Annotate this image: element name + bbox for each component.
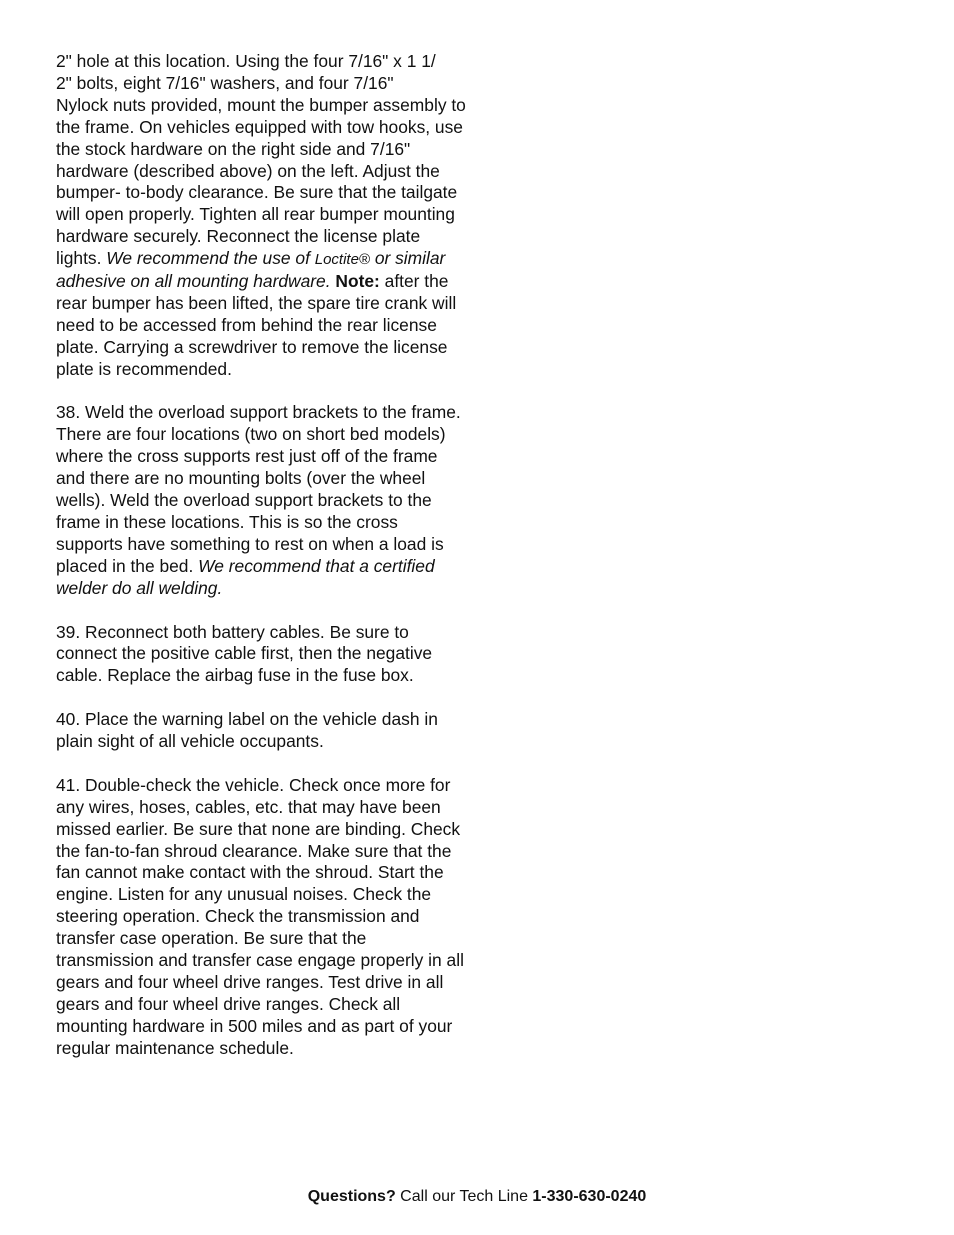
step-37-text-line2: 2" bolts, eight 7/16" washers, and four 7/16" bbox=[56, 72, 394, 93]
note-text: after the rear bumper has been lifted, the spare tire crank will need to be accessed from behind the rear license plate. Carrying a screwdriver to remove the license plate is recommended. bbox=[56, 271, 457, 379]
step-40 bbox=[56, 709, 466, 753]
note-label: Note: bbox=[335, 271, 380, 292]
step-38-text: 38. Weld the overload support brackets to the frame. There are four locations (two on short bed models) where the cross supports rest just off of the frame and there are no mounting bolts (over the wheel wells). Weld the overload support brackets to the frame in these locations. This is so the cross supports have something to rest on when a load is placed in the bed. bbox=[56, 402, 461, 576]
step-37-continued bbox=[56, 51, 466, 381]
step-37-text-main: Nylock nuts provided, mount the bumper assembly to the frame. On vehicles equipped with tow hooks, use the stock hardware on the right side and 7/16" hardware (described above) on the left. Adjust the bumper- to-body clearance. Be sure that the tailgate will open properly. Tighten all rear bumper mounting hardware securely. Reconnect the license plate lights. bbox=[56, 94, 466, 269]
step-38 bbox=[56, 402, 466, 599]
step-40-text: 40. Place the warning label on the vehicle dash in plain sight of all vehicle occupants. bbox=[56, 709, 438, 752]
step-41 bbox=[56, 775, 466, 1060]
step-39 bbox=[56, 622, 466, 688]
step-37-text-line1: 2" hole at this location. Using the four 7/16" x 1 1/ bbox=[56, 51, 436, 71]
instructions-column bbox=[56, 51, 466, 1082]
recommendation-text-end: or similar adhesive on all mounting hardware. bbox=[56, 248, 446, 292]
welder-recommendation: We recommend that a certified welder do all welding. bbox=[56, 555, 435, 598]
page-footer bbox=[0, 1187, 954, 1207]
loctite-brand: Loctite® bbox=[314, 251, 370, 269]
recommendation-text: We recommend the use of bbox=[106, 248, 315, 269]
footer-questions: Questions? bbox=[307, 1188, 396, 1205]
step-39-text: 39. Reconnect both battery cables. Be sure to connect the positive cable first, then the negative cable. Replace the airbag fuse in the fuse box. bbox=[56, 621, 433, 686]
step-41-text: 41. Double-check the vehicle. Check once more for any wires, hoses, cables, etc. that may have been missed earlier. Be sure that none are binding. Check the fan-to-fan shroud clearance. Make sure that the fan cannot make contact with the shroud. Start the engine. Listen for any unusual noises. Check the steering operation. Check the transmission and transfer case operation. Be sure that the transmission and transfer case engage properly in all gears and four wheel drive ranges. Test drive in all gears and four wheel drive ranges. Check all mounting hardware in 500 miles and as part of your regular maintenance schedule. bbox=[56, 774, 464, 1058]
footer-call-text: Call our Tech Line bbox=[395, 1188, 533, 1205]
tech-line-phone: 1-330-630-0240 bbox=[532, 1188, 647, 1205]
